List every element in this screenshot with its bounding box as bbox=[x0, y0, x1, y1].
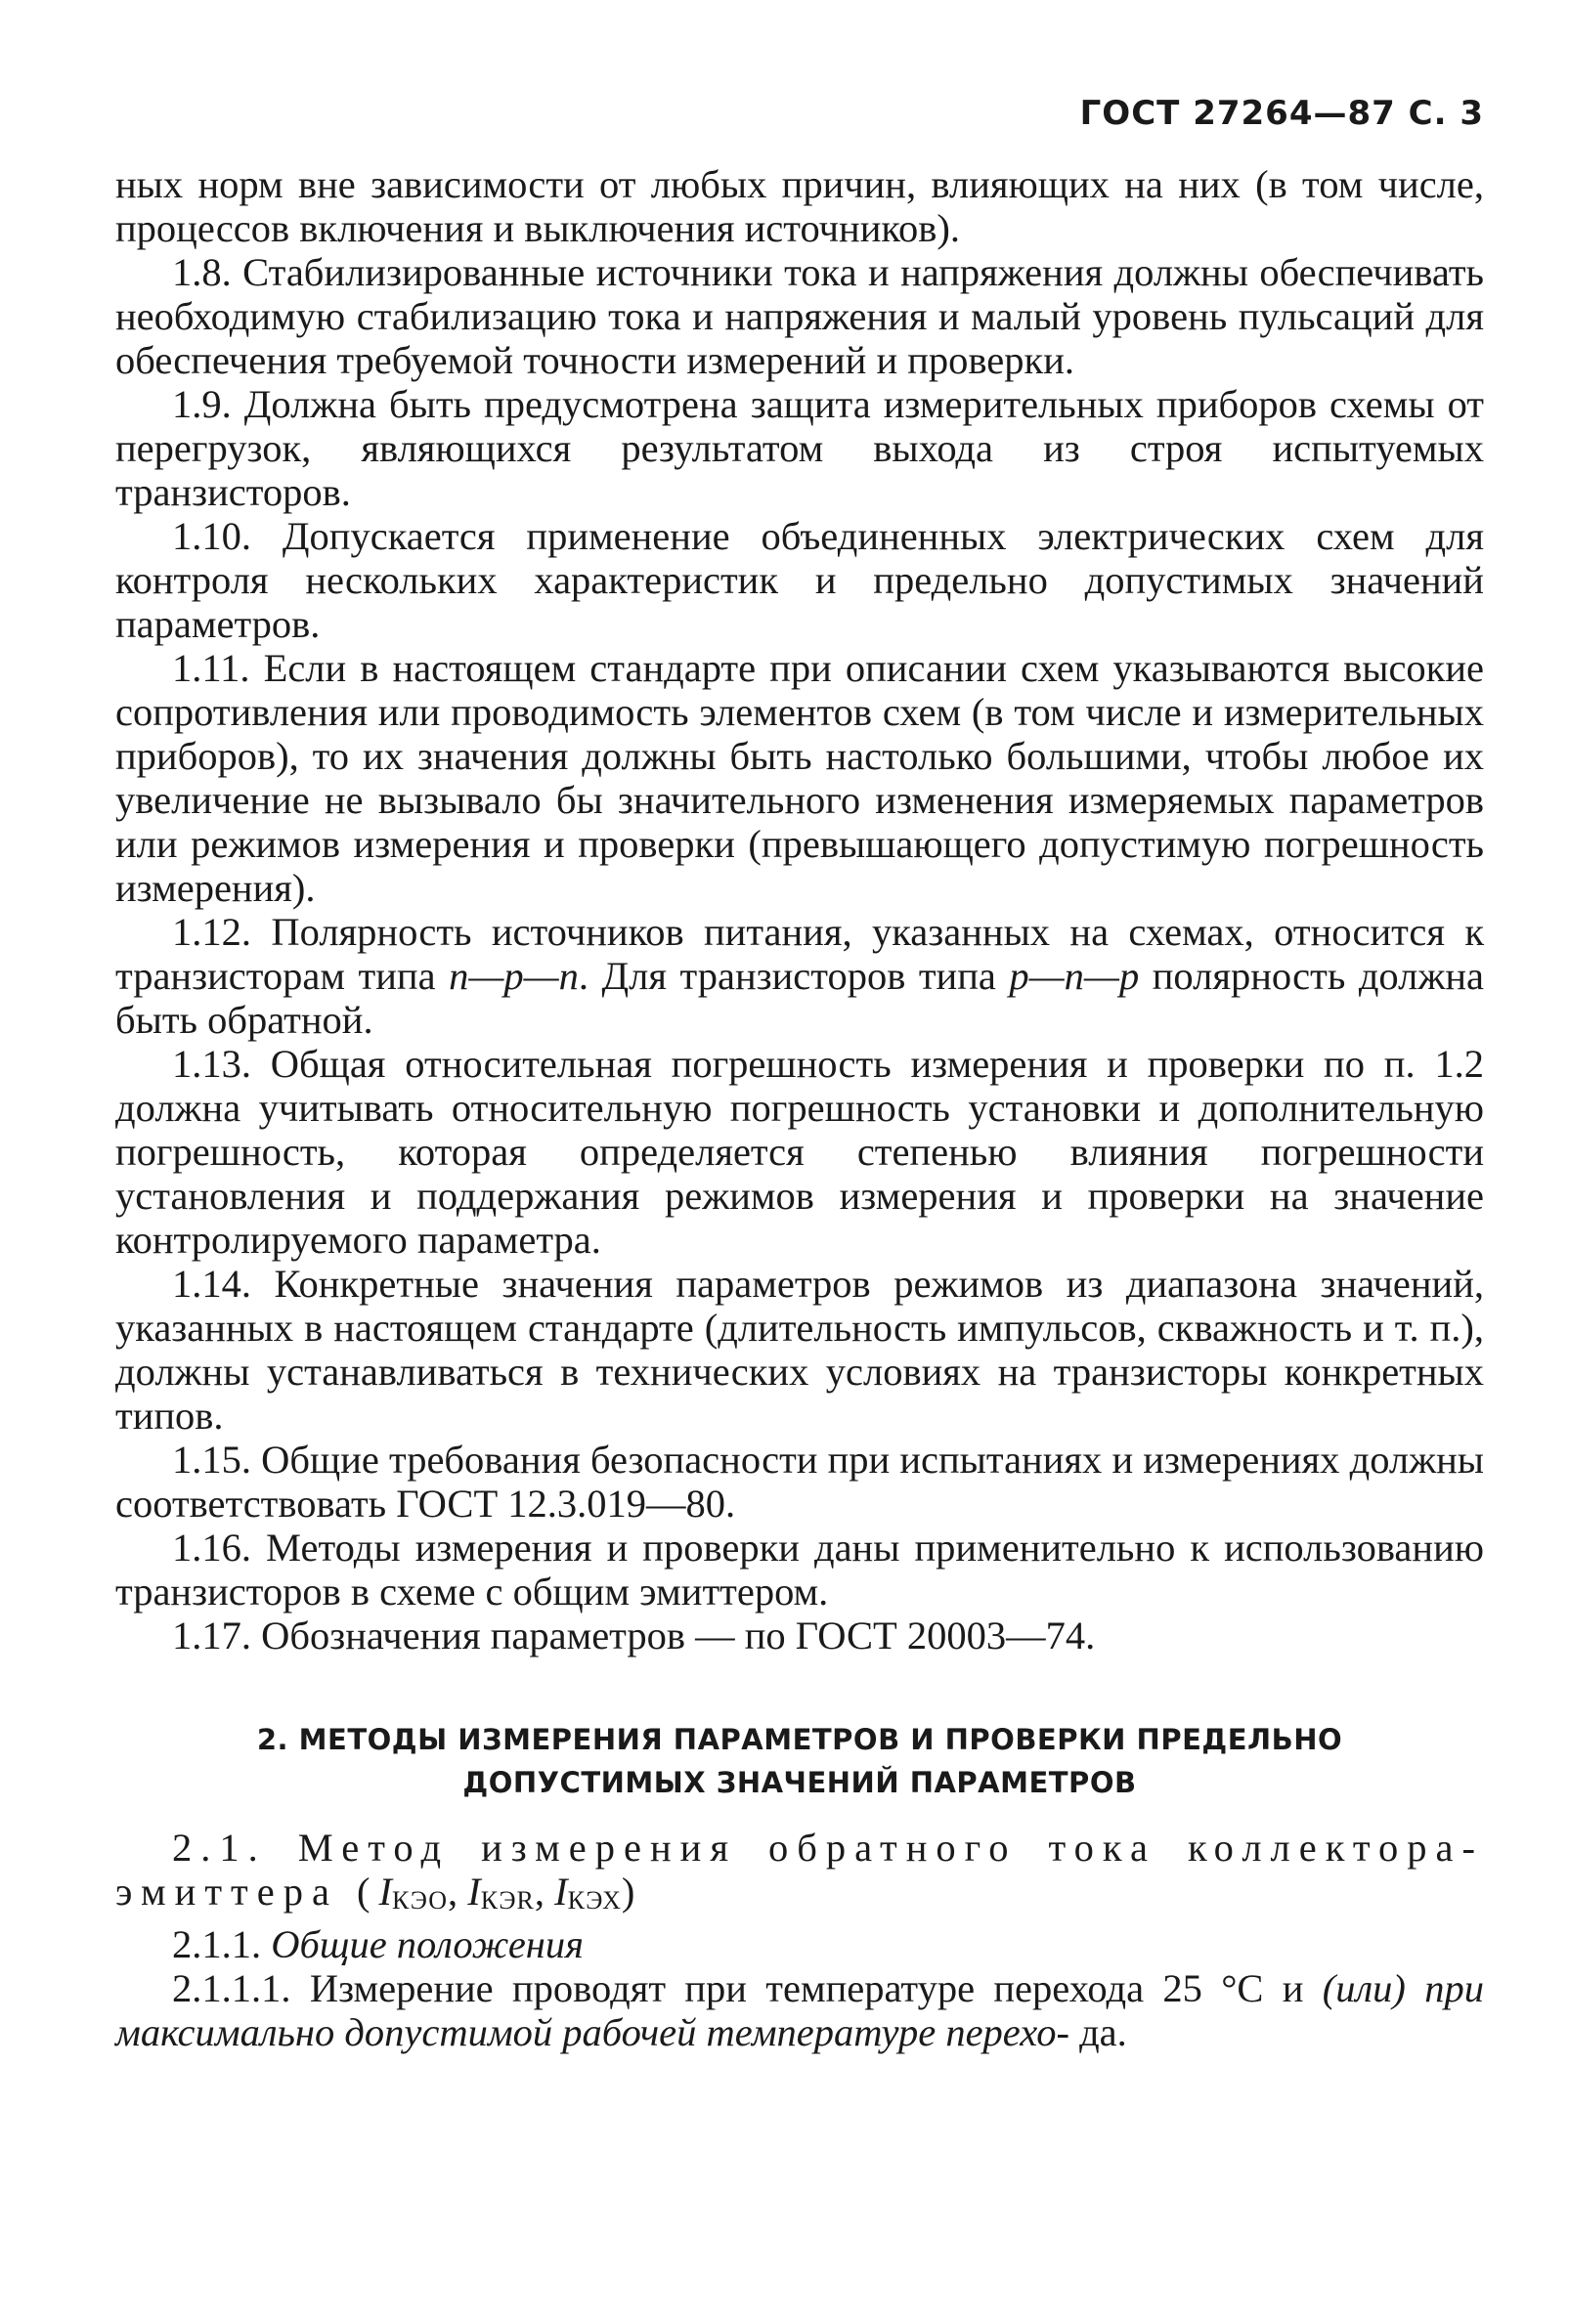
document-page bbox=[115, 94, 1484, 2054]
paragraph-2-1-1-1: 2.1.1.1. Измерение проводят при температуре перехода 25 °С и (или) при максимально допустимой рабочей температуре перехо- да. bbox=[115, 1966, 1484, 2054]
paragraph-1-8: 1.8. Стабилизированные источники тока и напряжения должны обеспечивать необходимую стабилизацию тока и напряжения и малый уровень пульсаций для обеспечения требуемой точности измерений и проверки. bbox=[115, 250, 1484, 382]
paragraph-1-9: 1.9. Должна быть предусмотрена защита измерительных приборов схемы от перегрузок, являющихся результатом выхода из строя испытуемых транзисторов. bbox=[115, 382, 1484, 514]
transistor-type-npn: n—p—n bbox=[449, 954, 579, 998]
paragraph-1-17: 1.17. Обозначения параметров — по ГОСТ 20003—74. bbox=[172, 1614, 1096, 1657]
paragraph-2-1-1: 2.1.1. Общие положения bbox=[172, 1922, 584, 1966]
paragraph-1-16: 1.16. Методы измерения и проверки даны применительно к использованию транзисторов в схеме с общим эмиттером. bbox=[115, 1526, 1484, 1614]
paragraph-2-1: 2.1. Метод измерения обратного тока коллектора-эмиттера (IКЭО, IКЭR, IКЭХ) bbox=[115, 1826, 1484, 1915]
transistor-type-pnp: p—n—p bbox=[1009, 954, 1140, 998]
subsection-title: Общие положения bbox=[271, 1922, 584, 1966]
paragraph-1-15: 1.15. Общие требования безопасности при испытаниях и измерениях должны соответствовать ГОСТ 12.3.019—80. bbox=[115, 1438, 1484, 1526]
paragraph-1-14: 1.14. Конкретные значения параметров режимов из диапазона значений, указанных в настоящем стандарте (длительность импульсов, скважность и т. п.), должны устанавливаться в технических условиях на транзисторы конкретных типов. bbox=[115, 1262, 1484, 1438]
paragraph-1-10: 1.10. Допускается применение объединенных электрических схем для контроля нескольких характеристик и предельно допустимых значений параметров. bbox=[115, 514, 1484, 646]
paragraph-1-11: 1.11. Если в настоящем стандарте при описании схем указываются высокие сопротивления или проводимость элементов схем (в том числе и измерительных приборов), то их значения должны быть настолько большими, чтобы любое их увеличение не вызывало бы значительного изменения измеряемых параметров или режимов измерения и проверки (превышающего допустимую погрешность измерения). bbox=[115, 646, 1484, 910]
paragraph-1-12: 1.12. Полярность источников питания, указанных на схемах, относится к транзисторам типа n—p—n. Для транзисторов типа p—n—p полярность должна быть обратной. bbox=[115, 910, 1484, 1042]
paragraph-1-13: 1.13. Общая относительная погрешность измерения и проверки по п. 1.2 должна учитывать относительную погрешность установки и дополнительную погрешность, которая определяется степенью влияния погрешности установления и поддержания режимов измерения и проверки на значение контролируемого параметра. bbox=[115, 1042, 1484, 1262]
body-text bbox=[115, 162, 1484, 2054]
paragraphs-before bbox=[115, 162, 1484, 910]
paragraph-0: ных норм вне зависимости от любых причин, влияющих на них (в том числе, процессов включения и выключения источников). bbox=[115, 162, 1484, 250]
section-2-title: 2. МЕТОДЫ ИЗМЕРЕНИЯ ПАРАМЕТРОВ И ПРОВЕРКИ ПРЕДЕЛЬНО ДОПУСТИМЫХ ЗНАЧЕНИЙ ПАРАМЕТРОВ bbox=[256, 1723, 1343, 1799]
paragraphs-after bbox=[115, 1042, 1484, 1657]
page-header: ГОСТ 27264—87 С. 3 bbox=[1079, 94, 1484, 133]
